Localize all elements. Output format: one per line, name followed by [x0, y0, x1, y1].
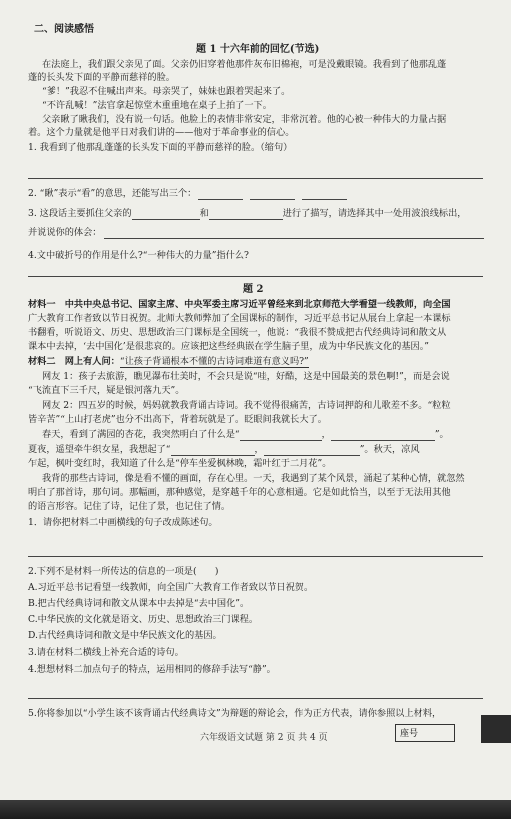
answer-blank[interactable] — [331, 431, 435, 441]
passage1-text: “爹！”我忍不住喊出声来。母亲哭了，妹妹也跟着哭起来了。 — [42, 86, 291, 97]
passage1-text: 在法庭上，我们跟父亲见了面。父亲仍旧穿着他那件灰布旧棉袍，可是没戴眼镜。我看到了他那乱蓬 — [42, 59, 447, 70]
material-2-text: 春天，看到了满园的杏花，我突然明白了什么是“ ， ”。 — [42, 429, 449, 440]
answer-line[interactable] — [28, 556, 483, 557]
material-2-text: 的语言形容。记住了诗，记住了景，也记住了情。 — [28, 501, 231, 512]
question-2-5: 5.你将参加以“小学生该不该背诵古代经典诗文”为辩题的辩论会，作为正方代表，请你参照以上材料， — [28, 708, 442, 719]
answer-blank[interactable] — [209, 210, 283, 220]
question-3: 3. 这段话主要抓住父亲的 和 进行了描写，请选择其中一处用波浪线标出， — [28, 208, 467, 219]
question-2: 2. “瞅”表示“看”的意思，还能写出三个： — [28, 188, 347, 200]
question-2-1: 1．请你把材料二中画横线的句子改成陈述句。 — [28, 517, 218, 528]
passage2-title: 题 2 — [243, 284, 264, 295]
material-2-text: 乍起，枫叶变红时，我知道了什么是“停车坐爱枫林晚，霜叶红于二月花”。 — [28, 458, 332, 469]
answer-line[interactable] — [104, 238, 484, 239]
material-2-text: 皆辛苦”“上山打老虎”也分不出高下，背着玩就是了。眨眼间我就长大了。 — [28, 414, 327, 425]
material-2-text: “飞流直下三千尺，疑是银河落九天”。 — [28, 385, 185, 396]
question-4: 4.文中破折号的作用是什么?“一种伟大的力量”指什么? — [28, 250, 249, 261]
material-2-text: 我背的那些古诗词，像是看不懂的画面，存在心里。一天，我遇到了某个风景，涌起了某种心情，就忽然 — [42, 473, 465, 484]
answer-blank[interactable] — [240, 431, 322, 441]
answer-blank[interactable] — [250, 190, 295, 200]
option-d: D.古代经典诗词和散文是中华民族文化的基因。 — [28, 630, 222, 641]
passage1-text: 着。这个力量就是他平日对我们讲的——他对于革命事业的信心。 — [28, 127, 295, 138]
answer-blank[interactable] — [198, 190, 243, 200]
section-heading: 二、阅读感悟 — [34, 24, 94, 35]
page-footer: 六年级语文试题 第 2 页 共 4 页 — [200, 733, 328, 743]
option-a: A.习近平总书记看望一线教师，向全国广大教育工作者致以节日祝贺。 — [28, 582, 314, 593]
answer-blank[interactable] — [302, 190, 347, 200]
option-b: B.把古代经典诗词和散文从课本中去掉是“去中国化”。 — [28, 598, 250, 609]
passage1-text: “不许乱喊！”法官拿起惊堂木重重地在桌子上拍了一下。 — [42, 100, 272, 111]
black-mark — [481, 715, 511, 743]
answer-line[interactable] — [28, 178, 483, 179]
question-2-4: 4.想想材料二加点句子的特点，运用相同的修辞手法写“静”。 — [28, 664, 276, 675]
question-2-2: 2.下列不是材料一所传达的信息的一项是( ) — [28, 566, 219, 577]
material-2-text: 夏夜，遥望牵牛织女星，我想起了“ ， ”。秋天，凉风 — [28, 444, 420, 455]
material-2: 材料二 网上有人问：“让孩子背诵根本不懂的古诗词难道有意义吗?” — [28, 356, 309, 367]
answer-line[interactable] — [28, 698, 483, 699]
passage1-text: 父亲瞅了瞅我们，没有说一句话。他脸上的表情非常安定，非常沉着。他的心被一种伟大的力量占据 — [42, 114, 447, 125]
answer-blank[interactable] — [171, 446, 255, 456]
question-2-3: 3.请在材料二横线上补充合适的诗句。 — [28, 647, 184, 658]
underlined-question: “让孩子背诵根本不懂的古诗词难道有意义吗?” — [119, 356, 309, 367]
answer-line[interactable] — [28, 276, 483, 277]
material-1: 书翻看，听说语文、历史、思想政治三门课标是全国统一，他说：“我很不赞成把古代经典诗词和散文从 — [28, 327, 447, 338]
material-1: 广大教育工作者致以节日祝贺。北师大教师弊加了全国课标的制作，习近平总书记从展台上拿起一本课标 — [28, 313, 451, 324]
question-1: 1. 我看到了他那乱蓬蓬的长头发下面的平静而慈祥的脸。（缩句） — [28, 142, 293, 153]
material-2-text: 网友 2：四五岁的时候，妈妈就教我背诵古诗词。我不觉得很痛苦，古诗词押韵和儿歌差不多。“粒粒 — [42, 400, 451, 411]
material-1: 课本中去掉，‘去中国化’是很悲哀的。应该把这些经典嵌在学生脑子里，成为中华民族文化的基因。” — [28, 341, 429, 352]
seat-number-box[interactable]: 座号 — [395, 724, 455, 742]
material-2-text: 明白了那首诗，那句词。那幅画，那种感觉，是穿越千年的心意相通。它是如此恰当，以至于无法用其他 — [28, 487, 451, 498]
answer-blank[interactable] — [132, 210, 200, 220]
passage1-title: 题 1 十六年前的回忆(节选) — [196, 44, 320, 55]
material-1: 材料一 中共中央总书记、国家主席、中央军委主席习近平曾经来到北京师范大学看望一线教师，向全国 — [28, 299, 451, 310]
material-2-text: 网友 1：孩子去旅游，瞧见瀑布壮美时，不会只是说“哇，好酷，这是中国最美的景色啊!”，而是会说 — [42, 371, 450, 382]
option-c: C.中华民族的文化就是语文、历史、思想政治三门课程。 — [28, 614, 259, 625]
desk-shadow — [0, 800, 511, 819]
passage1-text: 蓬的长头发下面的平静而慈祥的脸。 — [28, 72, 175, 83]
question-3-cont: 并说说你的体会： — [28, 227, 102, 238]
answer-blank[interactable] — [264, 446, 360, 456]
